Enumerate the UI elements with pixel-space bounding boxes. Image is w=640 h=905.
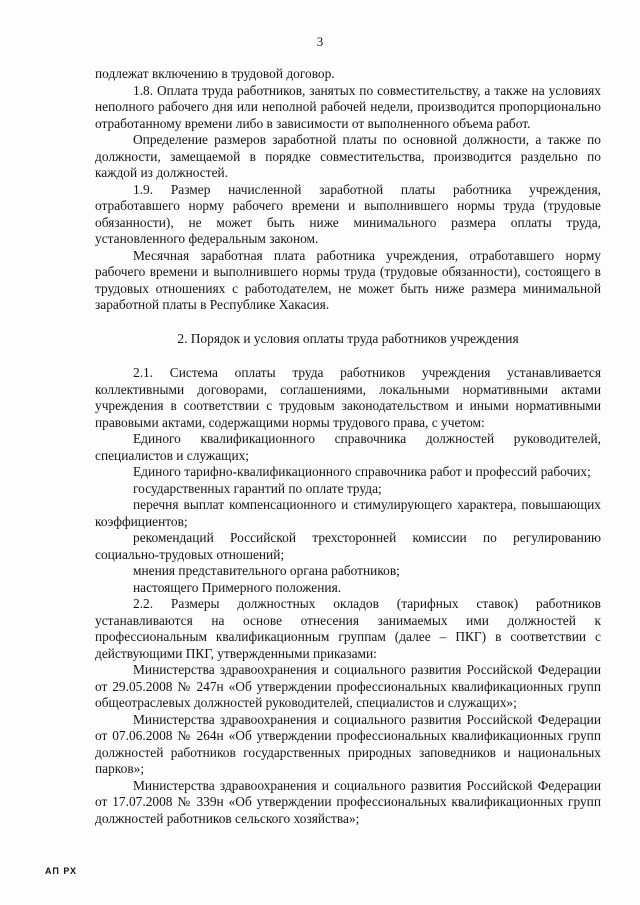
page-number: 3 (316, 34, 324, 49)
paragraph: Единого тарифно-квалификационного справочника работ и профессий рабочих; (133, 464, 591, 479)
paragraph: подлежат включению в трудовой договор. (95, 66, 335, 81)
footer-mark: АП РХ (45, 866, 78, 876)
paragraph: Министерства здравоохранения и социального развития Российской Федерации от 17.07.2008 № 339н «Об утверждении профессиональных квалификационных групп должностей работников сельского хозяйства»; (95, 777, 601, 826)
paragraph: рекомендаций Российской трехсторонней комиссии по регулированию социально-трудовых отношений; (95, 530, 601, 562)
section-heading: 2. Порядок и условия оплаты труда работников учреждения (177, 330, 519, 346)
paragraph: 2.1. Система оплаты труда работников учреждения устанавливается коллективными договорами, соглашениями, локальными нормативными актами учреждения в соответствии с трудовым законодательством и иными нормативными правовыми актами, содержащими нормы трудового права, с учетом: (95, 365, 601, 430)
paragraph: перечня выплат компенсационного и стимулирующего характера, повышающих коэффициентов; (95, 497, 601, 529)
paragraph: 2.2. Размеры должностных окладов (тарифных ставок) работников устанавливаются на основе отнесения занимаемых ими должностей к профессиональным квалификационным группам (далее – ПКГ) в соответствии с действующими ПКГ, утвержденными приказами: (95, 596, 601, 661)
paragraph: государственных гарантий по оплате труда; (133, 480, 382, 496)
paragraph: Единого квалификационного справочника должностей руководителей, специалистов и служащих; (95, 431, 601, 463)
paragraph: Месячная заработная плата работника учреждения, отработавшего норму рабочего времени и выполнившего нормы труда (трудовые обязанности), состоящего в трудовых отношениях с работодателем, не может быть ниже размера минимальной заработной платы в Республике Хакасия. (95, 247, 601, 312)
paragraph: Министерства здравоохранения и социального развития Российской Федерации от 07.06.2008 № 264н «Об утверждении профессиональных квалификационных групп должностей работников государственных природных заповедников и национальных парков»; (95, 711, 601, 776)
paragraph: 1.8. Оплата труда работников, занятых по совместительству, а также на условиях неполного рабочего дня или неполной рабочей недели, производится пропорционально отработанному времени либо в зависимости от выполненного объема работ. (95, 82, 601, 131)
paragraph: настоящего Примерного положения. (133, 579, 342, 595)
paragraph: 1.9. Размер начисленной заработной платы работника учреждения, отработавшего норму рабочего времени и выполнившего нормы труда (трудовые обязанности), не может быть ниже минимального размера оплаты труда, установленного федеральным законом. (95, 181, 601, 246)
paragraph: мнения представительного органа работников; (133, 563, 400, 578)
document-body (95, 66, 601, 827)
paragraph: Министерства здравоохранения и социального развития Российской Федерации от 29.05.2008 № 247н «Об утверждении профессиональных квалификационных групп общеотраслевых должностей руководителей, специалистов и служащих»; (95, 662, 601, 710)
paragraph: Определение размеров заработной платы по основной должности, а также по должности, замещаемой в порядке совместительства, производится раздельно по каждой из должностей. (95, 132, 601, 180)
